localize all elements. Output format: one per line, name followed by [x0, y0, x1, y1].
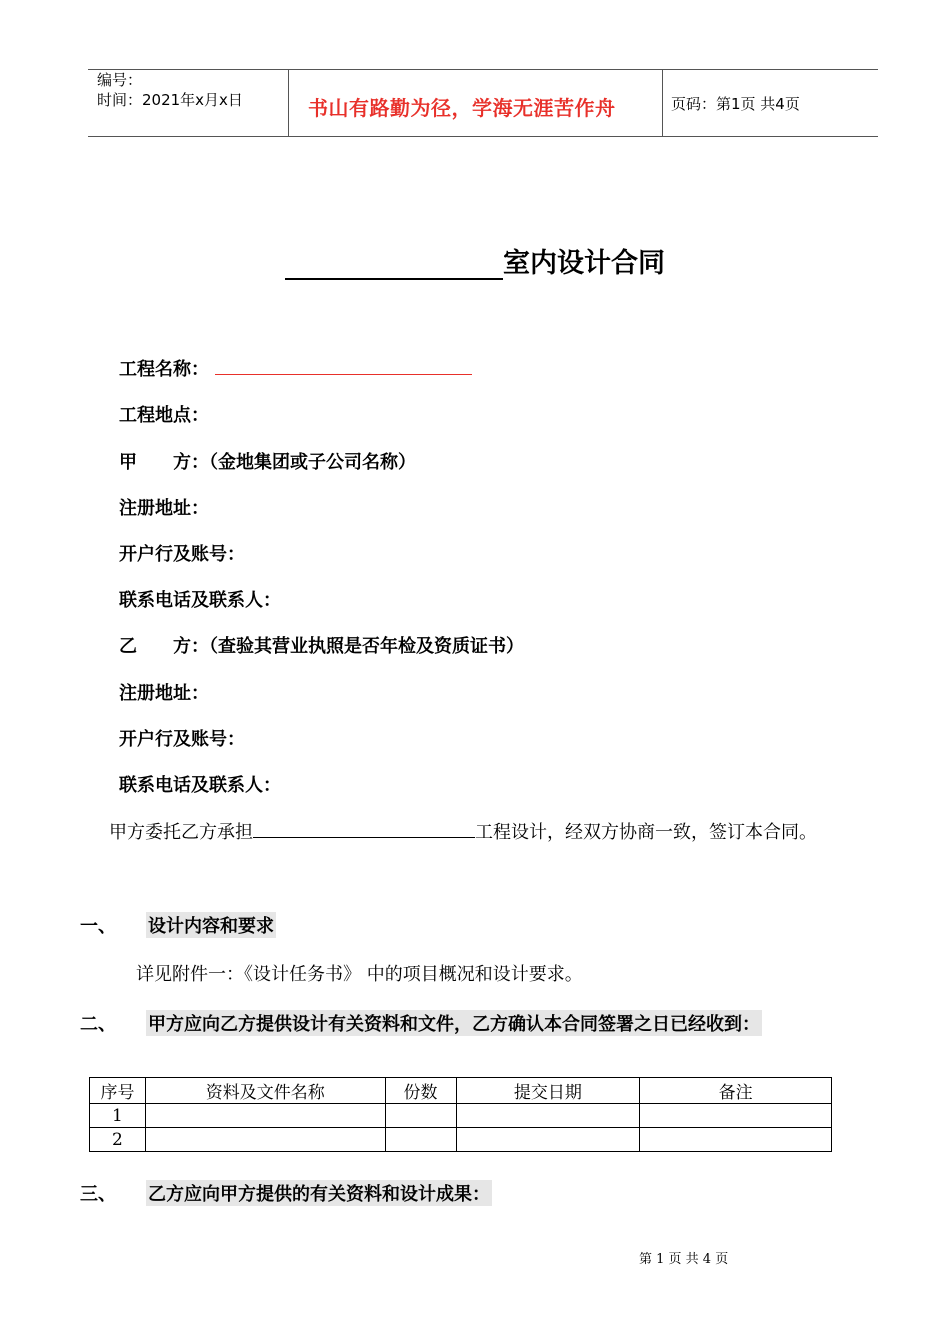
table-cell[interactable]	[145, 1128, 385, 1152]
intro-paragraph	[109, 818, 817, 844]
intro-before: 甲方委托乙方承担	[109, 822, 253, 843]
intro-after: 工程设计，经双方协商一致，签订本合同。	[475, 822, 817, 843]
table-cell[interactable]	[456, 1128, 640, 1152]
field-party-a-bank: 开户行及账号：	[119, 544, 245, 565]
title-blank-line[interactable]	[285, 248, 503, 280]
table-row	[90, 1128, 832, 1152]
section-1-body: 详见附件一：《设计任务书》 中的项目概况和设计要求。	[136, 964, 583, 985]
table-header-cell: 资料及文件名称	[145, 1078, 385, 1104]
section-2-title: 甲方应向乙方提供设计有关资料和文件，乙方确认本合同签署之日已经收到：	[146, 1010, 762, 1036]
table-header-cell: 备注	[640, 1078, 832, 1104]
header-bottom-rule	[88, 136, 878, 137]
field-project-name: 工程名称：	[119, 359, 209, 380]
field-party-b: 乙 方：（查验其营业执照是否年检及资质证书）	[119, 636, 524, 657]
field-party-b-bank: 开户行及账号：	[119, 729, 245, 750]
section-1-number: 一、	[80, 916, 116, 937]
table-cell[interactable]	[145, 1104, 385, 1128]
header-time-label: 时间：2021年x月x日	[97, 91, 243, 109]
table-cell[interactable]	[640, 1128, 832, 1152]
table-header-cell: 序号	[90, 1078, 146, 1104]
document-title	[0, 241, 950, 280]
section-3-title: 乙方应向甲方提供的有关资料和设计成果：	[146, 1180, 492, 1206]
table-cell[interactable]	[385, 1104, 456, 1128]
table-header-cell: 份数	[385, 1078, 456, 1104]
field-party-a-address: 注册地址：	[119, 498, 209, 519]
header-divider-left	[288, 69, 289, 136]
intro-project-blank[interactable]	[253, 819, 475, 838]
table-cell[interactable]	[640, 1104, 832, 1128]
table-cell[interactable]	[385, 1128, 456, 1152]
table-header-row	[90, 1078, 832, 1104]
header-divider-right	[662, 69, 663, 136]
documents-table	[89, 1077, 832, 1152]
page-footer: 第 1 页 共 4 页	[639, 1252, 729, 1267]
field-party-a-contact: 联系电话及联系人：	[119, 590, 281, 611]
header-motto: 书山有路勤为径，学海无涯苦作舟	[308, 96, 616, 120]
field-party-a: 甲 方：（金地集团或子公司名称）	[119, 452, 416, 473]
section-3-number: 三、	[80, 1184, 116, 1205]
table-row	[90, 1104, 832, 1128]
section-1-title: 设计内容和要求	[146, 912, 276, 938]
header-page-info: 页码：第1页 共4页	[671, 95, 800, 113]
header-number-label: 编号：	[97, 71, 143, 89]
title-text: 室内设计合同	[503, 248, 665, 279]
project-name-blank[interactable]	[215, 374, 472, 375]
header-top-rule	[88, 69, 878, 70]
table-cell: 2	[90, 1128, 146, 1152]
field-project-location: 工程地点：	[119, 405, 209, 426]
section-2-number: 二、	[80, 1014, 116, 1035]
field-party-b-contact: 联系电话及联系人：	[119, 775, 281, 796]
table-cell: 1	[90, 1104, 146, 1128]
table-cell[interactable]	[456, 1104, 640, 1128]
table-header-cell: 提交日期	[456, 1078, 640, 1104]
field-party-b-address: 注册地址：	[119, 683, 209, 704]
